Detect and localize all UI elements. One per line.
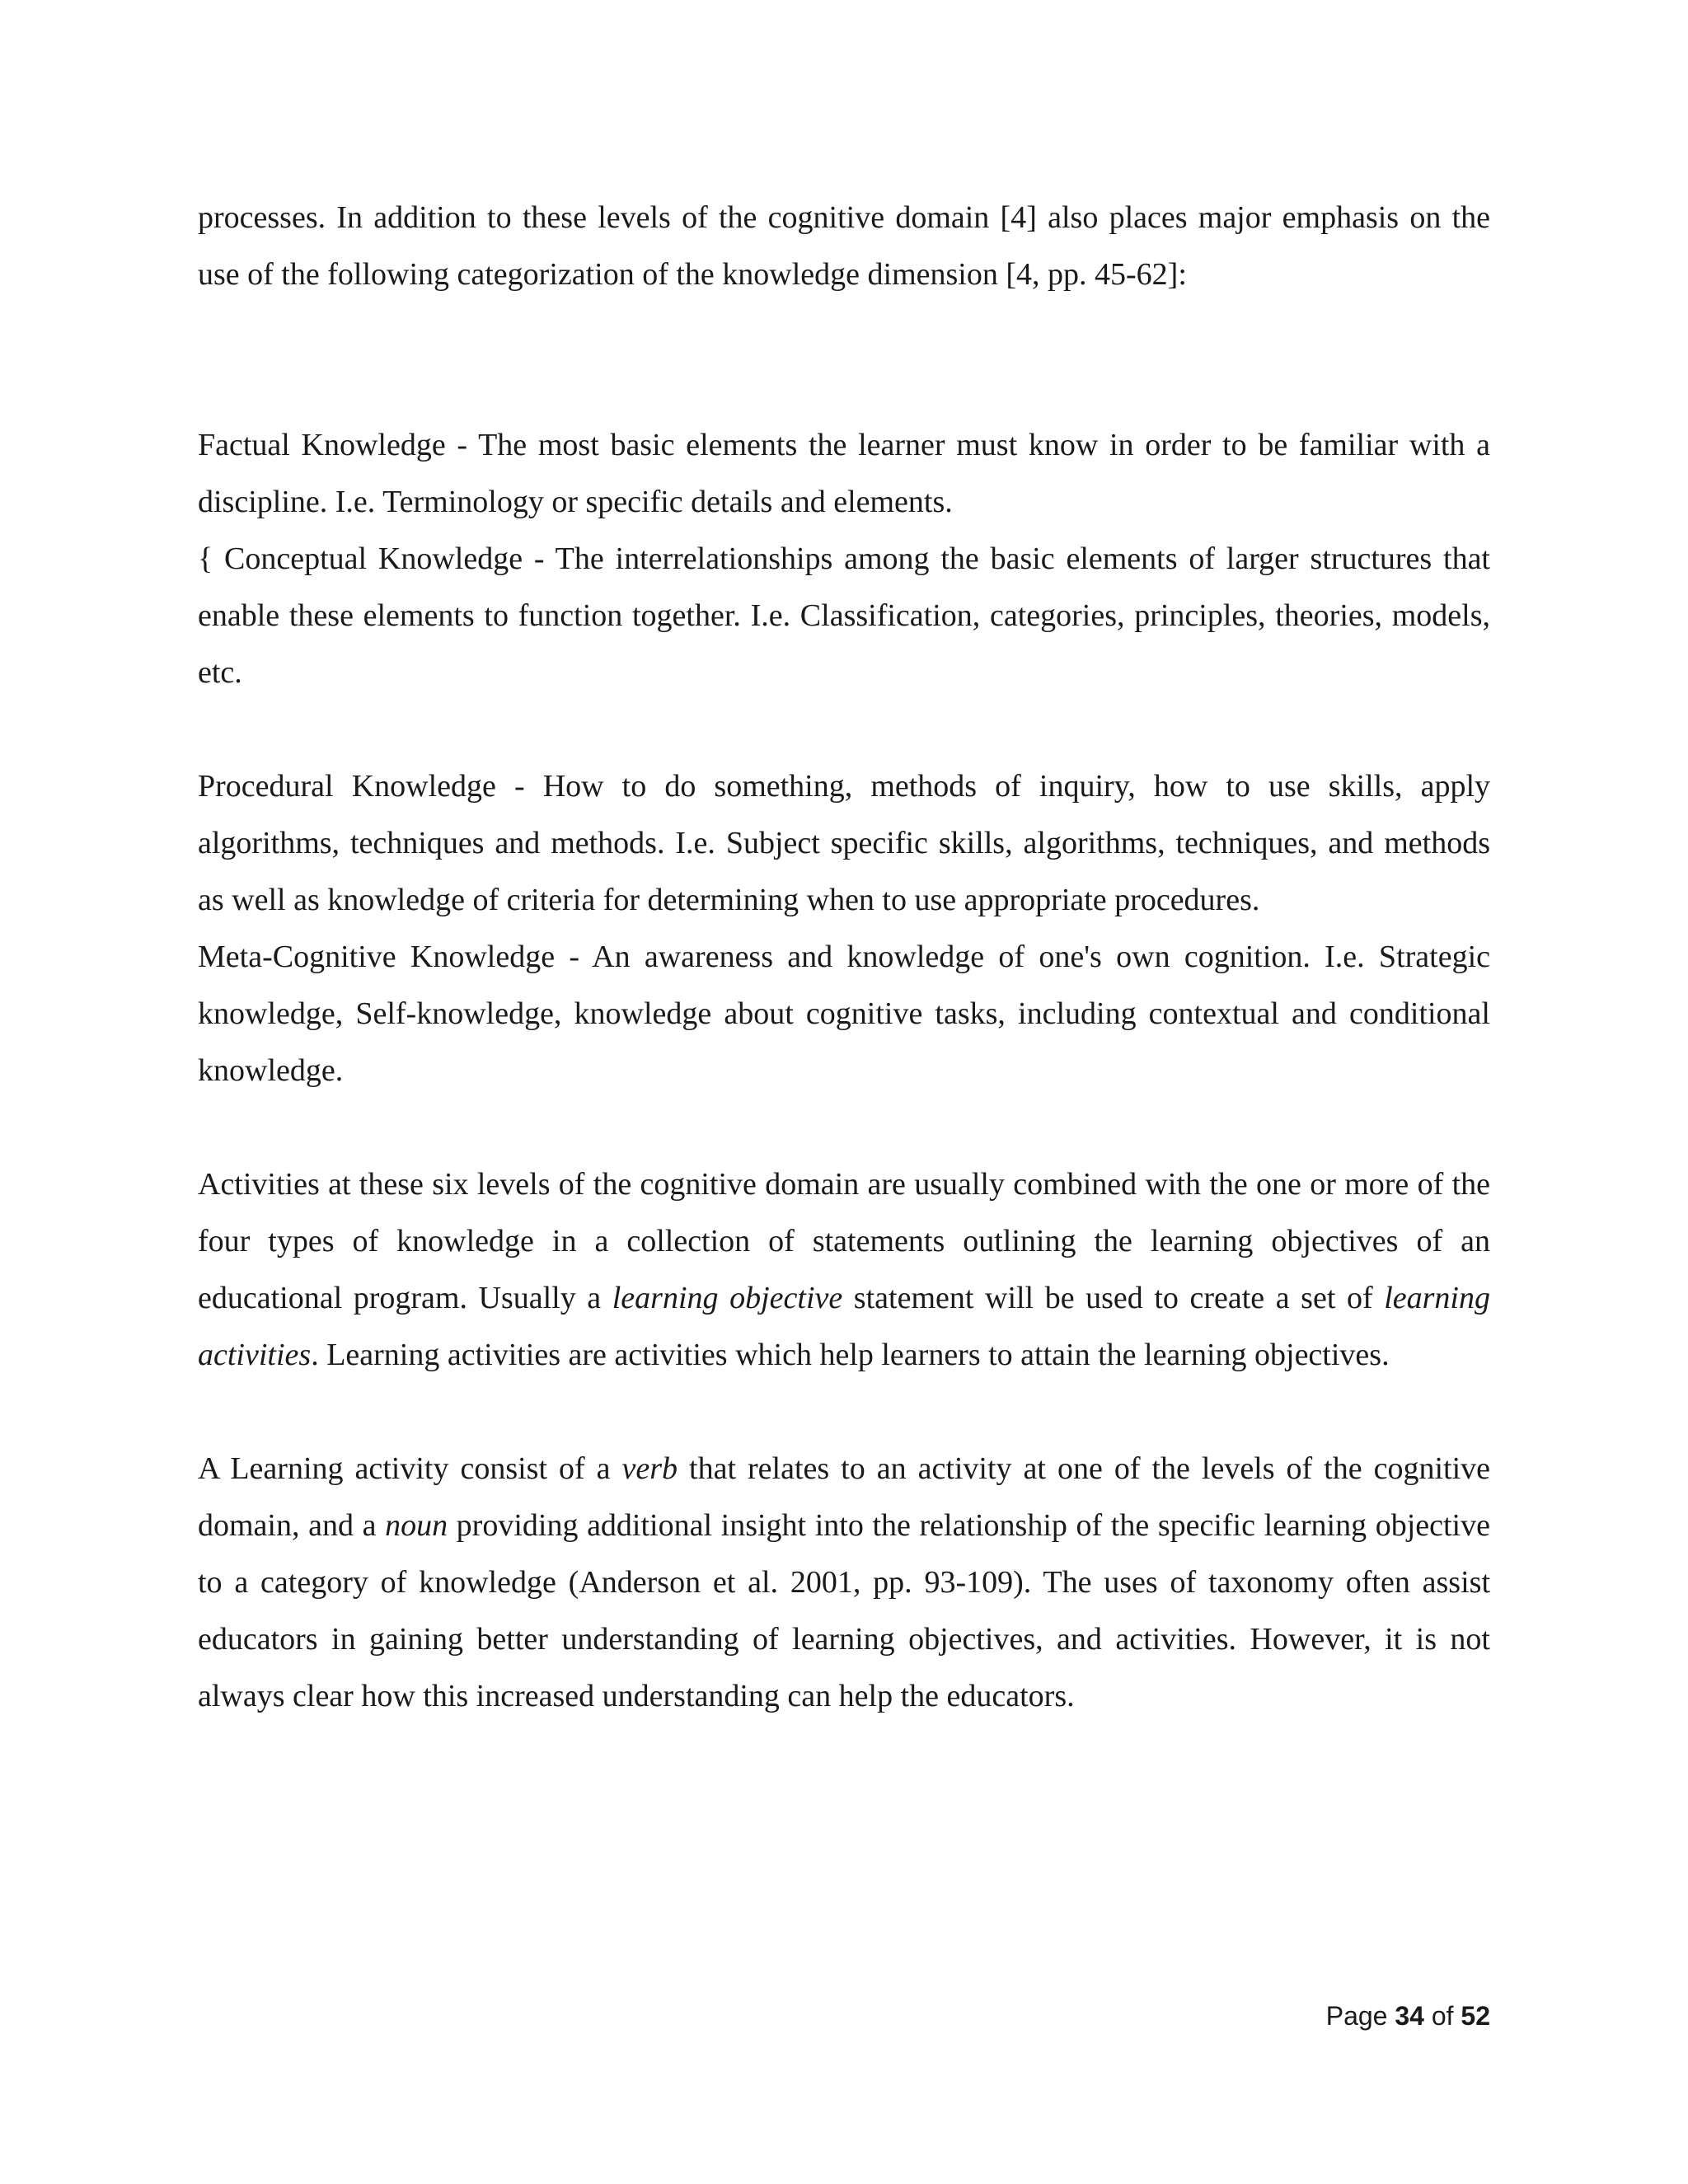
spacer — [198, 303, 1490, 417]
page-body — [198, 190, 1490, 1725]
text-run: that relates to an activity at one of the levels of the cognitive domain, and a — [198, 1451, 1490, 1543]
emphasis-noun: noun — [385, 1508, 448, 1543]
emphasis-learning-objective: learning objective — [612, 1281, 843, 1315]
paragraph-intro: processes. In addition to these levels of the cognitive domain [4] also places major emphasis on the use of the following categorization of the knowledge dimension [4, pp. 45-62]: — [198, 200, 1490, 292]
total-pages-number: 52 — [1461, 2001, 1490, 2031]
text-run: statement will be used to create a set of — [842, 1281, 1385, 1315]
spacer — [198, 701, 1490, 758]
page-label: Page — [1325, 2001, 1388, 2031]
text-run: . Learning activities are activities which help learners to attain the learning objectives. — [311, 1338, 1390, 1372]
current-page-number: 34 — [1395, 2001, 1424, 2031]
text-run: providing additional insight into the relationship of the specific learning objective to a category of knowledge (Anderson et al. 2001, pp. 93-109). The uses of taxonomy often assist educators in gaining better understanding of learning objectives, and activities. However, it is not always clear how this increased understanding can help the educators. — [198, 1508, 1490, 1713]
paragraph-procedural-knowledge: Procedural Knowledge - How to do something, methods of inquiry, how to use skills, apply algorithms, techniques and methods. I.e. Subject specific skills, algorithms, techniques, and methods as well as knowledge of criteria for determining when to use appropriate procedures. — [198, 769, 1490, 917]
text-run: A Learning activity consist of a — [198, 1451, 622, 1486]
page-number-footer — [1326, 2001, 1490, 2032]
paragraph-conceptual-knowledge: { Conceptual Knowledge - The interrelationships among the basic elements of larger structures that enable these elements to function together. I.e. Classification, categories, principles, theories, models, etc. — [198, 541, 1490, 690]
paragraph-factual-knowledge: Factual Knowledge - The most basic elements the learner must know in order to be familiar with a discipline. I.e. Terminology or specific details and elements. — [198, 428, 1490, 519]
spacer — [198, 1099, 1490, 1156]
text-run: Activities at these six levels of the cognitive domain are usually combined with the one or more of the four types of knowledge in a collection of statements outlining the learning objectives of an educational program. Usually a — [198, 1167, 1490, 1315]
emphasis-verb: verb — [621, 1451, 678, 1486]
emphasis-learning-activities: learning activities — [198, 1281, 1490, 1372]
paragraph-learning-activity — [198, 1441, 1490, 1725]
spacer — [198, 1384, 1490, 1441]
of-label: of — [1431, 2001, 1454, 2031]
paragraph-activities — [198, 1156, 1490, 1384]
paragraph-metacognitive-knowledge: Meta-Cognitive Knowledge - An awareness and knowledge of one's own cognition. I.e. Strategic knowledge, Self-knowledge, knowledge about cognitive tasks, including contextual and conditional knowledge. — [198, 940, 1490, 1088]
